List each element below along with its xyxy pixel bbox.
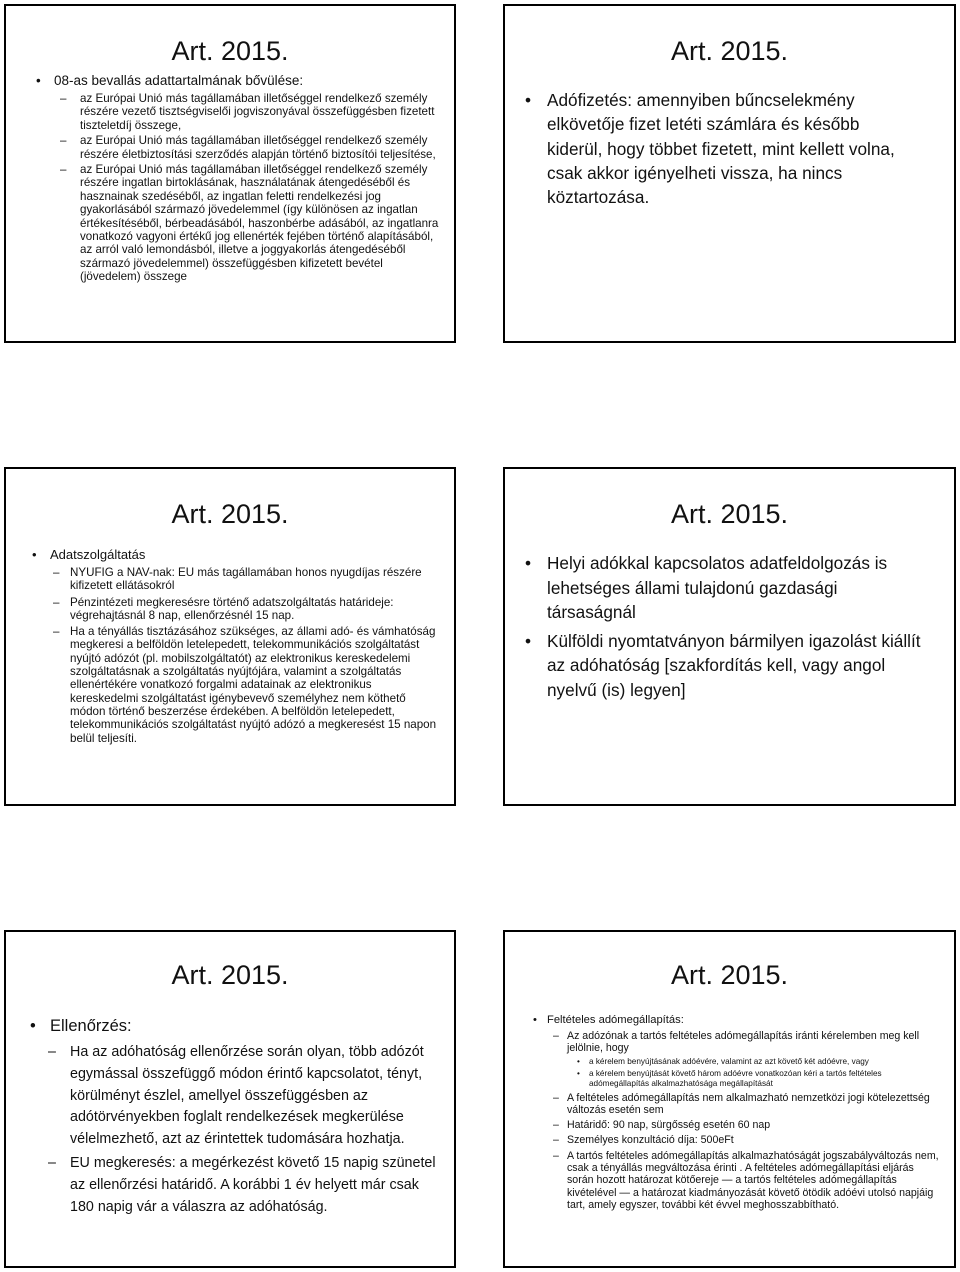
list-item (525, 88, 917, 209)
bullet-icon: • (525, 90, 532, 110)
slide-4 (503, 467, 956, 806)
dash-icon: – (553, 1119, 559, 1132)
sub-item-text: NYUFIG a NAV-nak: EU más tagállamában honos nyugdíjas részére kifizetett ellátásokról (70, 566, 422, 593)
slide-2 (503, 4, 956, 343)
slide-title: Art. 2015. (670, 499, 789, 529)
slide-3 (4, 467, 456, 806)
sub-sub-item (577, 1068, 939, 1089)
sub-item (553, 1134, 939, 1147)
sub-item-text: Az adózónak a tartós feltételes adómegállapítás iránti kérelemben meg kell jelölnie, hogy (567, 1030, 920, 1055)
bullet-list (533, 1014, 939, 1211)
dash-icon: – (553, 1030, 559, 1042)
sub-sub-item-text: a kérelem benyújtásának adóévére, valamint az azt követő két adóévre, vagy (589, 1056, 869, 1066)
bullet-icon: • (577, 1068, 580, 1078)
slide-title: Art. 2015. (670, 36, 789, 66)
sub-item-text: az Európai Unió más tagállamában illetőséggel rendelkező személy részére életbiztosítási szerződés alapján történő biztosítói teljesítése, (80, 134, 436, 161)
sub-sub-list (567, 1057, 939, 1089)
slide-title: Art. 2015. (171, 499, 289, 529)
list-item (36, 72, 446, 284)
dash-icon: – (48, 1154, 56, 1171)
sub-list (50, 1042, 440, 1218)
sub-item-text: EU megkeresés: a megérkezést követő 15 napig szünetel az ellenőrzési határidő. A korábbi 1 év helyett már csak 180 napig vár a válaszra az adóhatóság. (70, 1154, 436, 1215)
bullet-list (525, 88, 917, 209)
bullet-list (30, 1016, 440, 1218)
slide-6 (503, 930, 956, 1268)
sub-item-text: A tartós feltételes adómegállapítás alkalmazhatóságát jogszabályváltozás nem, csak a tényállás megváltozása érinti . A feltételes adómegállapítási eljárás során hozott határozat kötőereje — a tartós feltételes adómegállapítás kivételével — a határozat kiadmányozását követő ötödik adóévi utolsó napjáig tart, amely egyszer, további két évvel meghosszabbítható. (567, 1149, 939, 1211)
bullet-list (32, 546, 442, 748)
dash-icon: – (553, 1149, 559, 1162)
bullet-icon: • (32, 547, 37, 562)
sub-item-text: az Európai Unió más tagállamában illetőséggel rendelkező személy részére vezető tisztségviselői jogviszonyával összefüggésben fizetett tiszteletdíj összege, (80, 92, 435, 132)
sub-item-text: Pénzintézeti megkeresésre történő adatszolgáltatás határideje: végrehajtásnál 8 nap, ellenőrzésnél 15 nap. (70, 595, 394, 622)
dash-icon: – (60, 92, 67, 105)
dash-icon: – (60, 163, 67, 177)
dash-icon: – (48, 1044, 56, 1060)
sub-item (53, 566, 442, 593)
sub-sub-item-text: a kérelem benyújtását követő három adóévre vonatkozóan kéri a tartós feltételes adómegállapítás alkalmazhatósága megállapítását (589, 1068, 882, 1088)
bullet-list (36, 72, 446, 286)
sub-item (553, 1030, 939, 1089)
sub-item-text: Határidő: 90 nap, sürgősség esetén 60 nap (567, 1119, 771, 1132)
slide-title: Art. 2015. (171, 36, 289, 66)
slide-title: Art. 2015. (670, 960, 789, 990)
bullet-list (525, 551, 925, 702)
item-text: Ellenőrzés: (50, 1017, 132, 1035)
list-item (525, 629, 925, 703)
bullet-icon: • (36, 73, 41, 88)
dash-icon: – (53, 625, 60, 639)
sub-item-text: Ha a tényállás tisztázásához szükséges, az állami adó- és vámhatóság megkeresi a belföldön letelepedett, telekommunikációs szolgáltatást nyújtó adózót (pl. mobilszolgáltatót) az elektronikus kereskedelemi szolgáltatásnak a szolgáltatás nyújtójára, valamint a szolgáltatás ellenértékére vonatkozó forgalmi adatainak az elektronikus kereskedelmi szolgáltatást igénybevevő személyhez nem köthető módon történő beszerzése érdekében. A belföldön letelepedett, telekommunikációs szolgáltatást nyújtó adózó a megkeresést 15 napon belül teljesíti. (70, 625, 437, 745)
dash-icon: – (553, 1091, 559, 1104)
item-text: Külföldi nyomtatványon bármilyen igazolást kiállít az adóhatóság [szakfordítás kell, vagy angol nyelvű (is) legyen] (547, 630, 921, 700)
dash-icon: – (553, 1134, 559, 1147)
sub-item (60, 92, 446, 132)
item-text: Helyi adókkal kapcsolatos adatfeldolgozás is lehetséges állami tulajdonú gazdasági társaságnál (547, 553, 888, 622)
item-text: Adatszolgáltatás (50, 547, 146, 562)
slide-5 (4, 930, 456, 1268)
sub-item (60, 163, 446, 284)
slide-title: Art. 2015. (171, 960, 289, 990)
sub-item (553, 1149, 939, 1211)
item-text: Feltételes adómegállapítás: (547, 1014, 684, 1026)
dash-icon: – (53, 566, 60, 579)
dash-icon: – (60, 134, 67, 148)
item-text: Adófizetés: amennyiben bűncselekmény elkövetője fizet letéti számlára és később kiderül, hogy többet fizetett, mint kellett volna, csak akkor igényelheti vissza, ha nincs köztartozása. (547, 90, 895, 208)
sub-item (553, 1119, 939, 1132)
sub-item (48, 1042, 440, 1151)
bullet-icon: • (533, 1014, 537, 1026)
sub-item (553, 1091, 939, 1117)
sub-item-text: A feltételes adómegállapítás nem alkalmazható nemzetközi jogi kötelezettség változás esetén sem (567, 1091, 930, 1116)
sub-item-text: Ha az adóhatóság ellenőrzése során olyan, több adózót egymással összefüggő módon érintő kapcsolatot, tényt, körülményt észlel, amellyel összefüggésben az adótörvényekben foglalt rendelkezések megkerülése vélelmezhető, azt az érintettek tudomására hozhatja. (70, 1044, 424, 1148)
list-item (533, 1014, 939, 1211)
sub-sub-item (577, 1056, 939, 1067)
sub-list (547, 1030, 939, 1211)
bullet-icon: • (30, 1017, 36, 1035)
sub-item (48, 1153, 440, 1218)
bullet-icon: • (577, 1056, 580, 1066)
sub-list (50, 566, 442, 745)
slide-1 (4, 4, 456, 343)
sub-item (53, 595, 442, 623)
list-item (30, 1016, 440, 1218)
sub-list (54, 92, 446, 284)
item-text: 08-as bevallás adattartalmának bővülése: (54, 73, 304, 88)
list-item (32, 546, 442, 745)
sub-item (53, 625, 442, 745)
bullet-icon: • (525, 630, 532, 651)
sub-item-text: Személyes konzultáció díja: 500eFt (567, 1134, 734, 1147)
sub-item-text: az Európai Unió más tagállamában illetőséggel rendelkező személy részére ingatlan birtoklásának, használatának átengedéséből és hasznainak szedéséből, az ingatlan feletti rendelkezési jog gyakorlásából származó jövedelemmel (így különösen az ingatlan értékesítéséből, bérbeadásából, haszonbérbe adásából, az ingatlanra vonatkozó vagyoni értékű jog ellenérték fejében történő alapításából, az arról való lemondásból, illetve a joggyakorlás átengedéséből származó jövedelemmel) összefüggésben kifizetett bevétel (jövedelem) összege (80, 163, 439, 284)
dash-icon: – (53, 595, 60, 609)
bullet-icon: • (525, 553, 532, 573)
list-item (525, 551, 925, 625)
sub-item (60, 134, 446, 161)
